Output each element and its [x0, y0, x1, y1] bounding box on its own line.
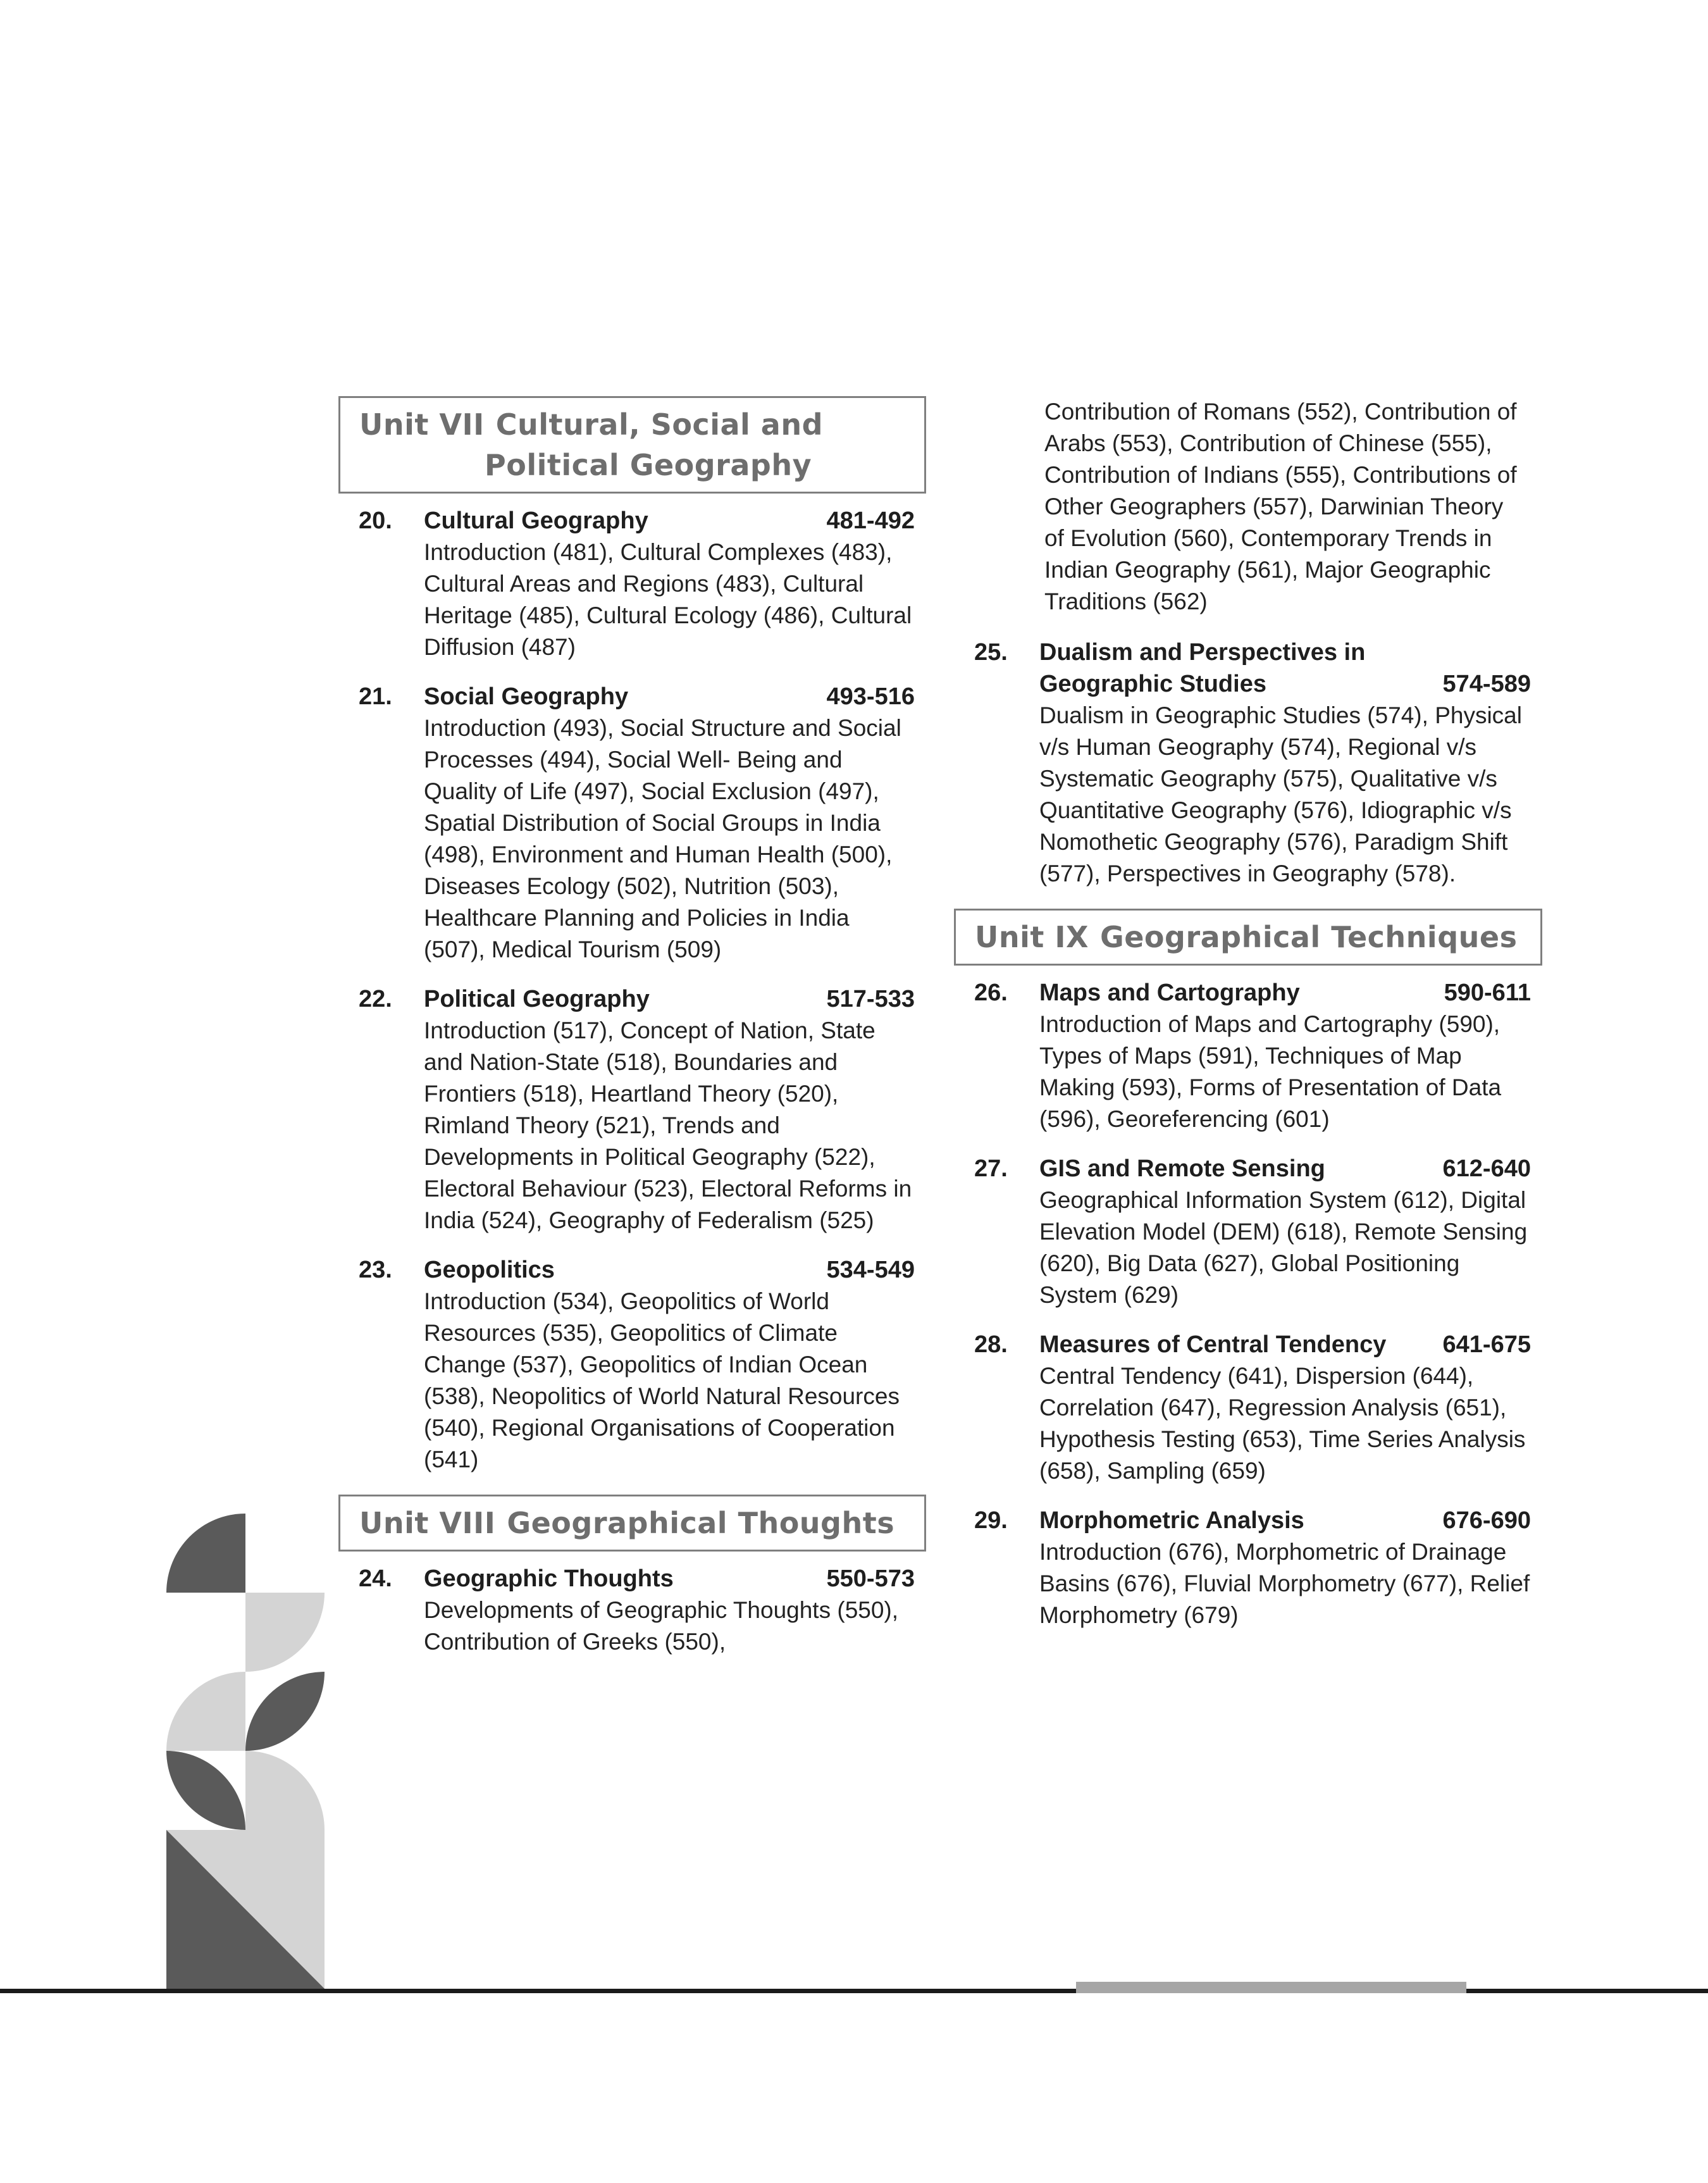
- unit-title-line1: Cultural, Social and: [495, 407, 824, 442]
- chapter-pages: 493-516: [826, 683, 915, 710]
- chapter-pages: 676-690: [1442, 1507, 1531, 1534]
- chapter-25[interactable]: [954, 637, 1542, 890]
- footer-accent-bar: [1076, 1982, 1466, 1993]
- chapter-title: Geopolitics: [424, 1257, 555, 1283]
- chapter-29[interactable]: [954, 1505, 1542, 1631]
- chapter-title: Cultural Geography: [424, 507, 648, 534]
- chapter-24[interactable]: [338, 1563, 926, 1658]
- light-half-circle: [245, 1593, 325, 1672]
- dark-leaf-left: [166, 1751, 245, 1830]
- chapter-title: Social Geography: [424, 683, 629, 710]
- chapter-title: Geographic Thoughts: [424, 1565, 674, 1592]
- chapter-pages: 612-640: [1442, 1155, 1531, 1182]
- chapter-topics: Introduction (517), Concept of Nation, State and Nation-State (518), Boundaries and Frontiers (518), Heartland Theory (520), Rimland Theory (521), Trends and Developments in Political Geography (522), Electoral Behaviour (523), Electoral Reforms in India (524), Geography of Federalism (525): [424, 1017, 912, 1233]
- chapter-title: Measures of Central Tendency: [1039, 1331, 1387, 1358]
- chapter-topics: Introduction (493), Social Structure and Social Processes (494), Social Well- Being and Quality of Life (497), Social Exclusion (497), Spatial Distribution of Social Groups in India (498), Environment and Human Health (500), Diseases Ecology (502), Nutrition (503), Healthcare Planning and Policies in India (507), Medical Tourism (509): [424, 715, 901, 962]
- dark-leaf-right: [245, 1672, 325, 1751]
- unit-label: Unit VII: [359, 407, 485, 442]
- light-quarter-left: [166, 1672, 245, 1751]
- chapter-topics: Introduction (676), Morphometric of Drainage Basins (676), Fluvial Morphometry (677), Relief Morphometry (679): [1039, 1539, 1530, 1628]
- unit-title: Geographical Techniques: [1099, 920, 1518, 954]
- chapter-number: 25.: [974, 639, 1008, 666]
- chapter-topics: Introduction (534), Geopolitics of World Resources (535), Geopolitics of Climate Change (537), Geopolitics of Indian Ocean (538), Neopolitics of World Natural Resources (540), Regional Organisations of Cooperation (541): [424, 1288, 900, 1472]
- unit-label: Unit IX: [975, 920, 1089, 954]
- dark-quarter-circle-top: [166, 1514, 245, 1593]
- chapter-pages: 574-589: [1442, 671, 1531, 697]
- chapter-pages: 534-549: [826, 1257, 915, 1283]
- chapter-title: Maps and Cartography: [1039, 980, 1300, 1006]
- unit-viii-heading: [338, 1495, 926, 1552]
- unit-label: Unit VIII: [359, 1506, 496, 1540]
- chapter-title: Political Geography: [424, 986, 650, 1012]
- chapter-26[interactable]: [954, 977, 1542, 1135]
- light-quarter-right: [245, 1751, 325, 1830]
- unit-title: Geographical Thoughts: [507, 1506, 895, 1540]
- chapter-topics: Introduction (481), Cultural Complexes (483), Cultural Areas and Regions (483), Cultural Heritage (485), Cultural Ecology (486), Cultural Diffusion (487): [424, 539, 912, 660]
- chapter-24-topics-continued: Contribution of Romans (552), Contribution of Arabs (553), Contribution of Chinese (555), Contribution of Indians (555), Contributions of Other Geographers (557), Darwinian Theory of Evolution (560), Contemporary Trends in Indian Geography (561), Major Geographic Traditions (562): [1044, 399, 1517, 614]
- chapter-title: GIS and Remote Sensing: [1039, 1155, 1325, 1182]
- chapter-20[interactable]: [338, 505, 926, 663]
- chapter-pages: 517-533: [826, 986, 915, 1012]
- chapter-number: 28.: [974, 1331, 1008, 1358]
- unit-vii-heading: [338, 396, 926, 494]
- toc-right-column: [954, 396, 1542, 1631]
- chapter-23[interactable]: [338, 1254, 926, 1476]
- chapter-topics: Introduction of Maps and Cartography (590), Types of Maps (591), Techniques of Map Making (593), Forms of Presentation of Data (596), Georeferencing (601): [1039, 1011, 1502, 1132]
- chapter-number: 21.: [359, 683, 392, 710]
- chapter-pages: 590-611: [1444, 980, 1531, 1006]
- chapter-number: 23.: [359, 1257, 392, 1283]
- chapter-number: 27.: [974, 1155, 1008, 1182]
- chapter-topics: Geographical Information System (612), Digital Elevation Model (DEM) (618), Remote Sensing (620), Big Data (627), Global Positioning System (629): [1039, 1187, 1528, 1308]
- chapter-title: Dualism and Perspectives in Geographic Studies: [1039, 639, 1366, 697]
- chapter-pages: 550-573: [826, 1565, 915, 1592]
- chapter-22[interactable]: [338, 983, 926, 1236]
- chapter-pages: 481-492: [826, 507, 915, 534]
- chapter-number: 29.: [974, 1507, 1008, 1534]
- chapter-number: 20.: [359, 507, 392, 534]
- chapter-27[interactable]: [954, 1153, 1542, 1311]
- chapter-pages: 641-675: [1442, 1331, 1531, 1358]
- chapter-28[interactable]: [954, 1329, 1542, 1487]
- chapter-topics: Central Tendency (641), Dispersion (644), Correlation (647), Regression Analysis (651), Hypothesis Testing (653), Time Series Analysis (658), Sampling (659): [1039, 1363, 1526, 1484]
- chapter-topics: Developments of Geographic Thoughts (550), Contribution of Greeks (550),: [424, 1597, 899, 1655]
- chapter-topics: Dualism in Geographic Studies (574), Physical v/s Human Geography (574), Regional v/s Systematic Geography (575), Qualitative v/s Quantitative Geography (576), Idiographic v/s Nomothetic Geography (576), Paradigm Shift (577), Perspectives in Geography (578).: [1039, 702, 1522, 886]
- unit-title-line2: Political Geography: [485, 448, 812, 482]
- unit-ix-heading: [954, 909, 1542, 966]
- chapter-number: 22.: [359, 986, 392, 1012]
- chapter-number: 26.: [974, 980, 1008, 1006]
- toc-left-column: [338, 396, 926, 1658]
- chapter-number: 24.: [359, 1565, 392, 1592]
- chapter-title: Morphometric Analysis: [1039, 1507, 1304, 1534]
- chapter-21[interactable]: [338, 681, 926, 966]
